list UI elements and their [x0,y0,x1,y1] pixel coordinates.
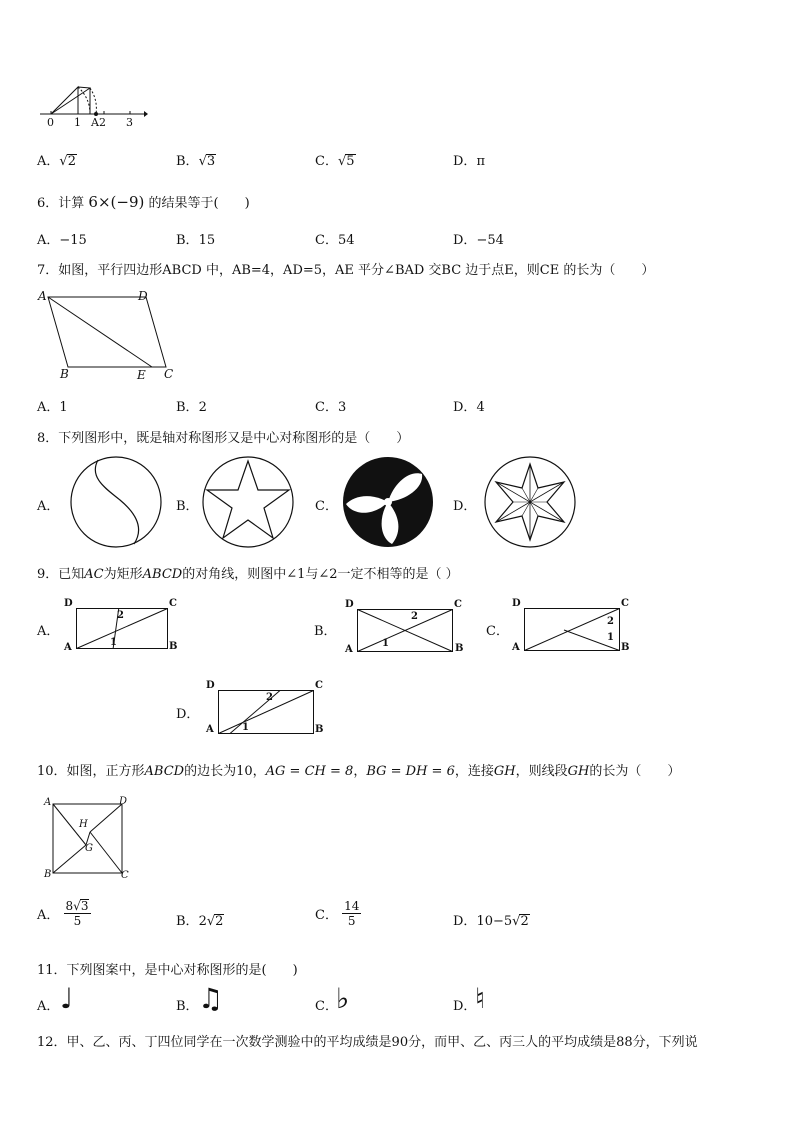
q9b-label-b: B [455,643,464,654]
q10-stem-c: ，连接 [454,764,494,779]
q9-option-c-figure[interactable] [524,608,620,651]
q10-option-b-letter: B． [176,914,199,929]
q10-option-c-fraction [342,899,361,928]
q7-option-a-letter: A． [37,400,60,415]
q7-option-c-value: 3 [337,400,347,415]
q9c-label-a: A [512,642,520,653]
q5-option-a-radical: √ [59,154,68,169]
q11-option-d-letter[interactable]: D． [453,999,477,1014]
q9-option-b-figure[interactable] [357,609,453,652]
q5-option-d[interactable] [453,150,485,169]
q10-comma: ， [353,764,367,779]
q9c-label-c: C [621,598,629,609]
q6-option-c-letter: C． [315,233,338,248]
q7-option-d-letter: D． [453,400,477,415]
q5-option-b[interactable] [176,150,216,169]
q9b-angle-2: 2 [411,611,418,622]
q7-point-d: D [138,289,148,303]
q10-option-a-den: 5 [73,914,82,928]
q6-option-d-letter: D． [453,233,477,248]
q7-option-b[interactable] [176,396,207,415]
q7-option-b-letter: B． [176,400,199,415]
q8-option-d-letter[interactable]: D． [453,499,477,514]
q10-option-b-coef: 2 [198,914,207,929]
q5-option-b-letter: B． [176,154,199,169]
q9-stem-b: 为矩形 [103,567,143,582]
q6-option-a[interactable] [37,229,87,248]
q10-option-d-letter: D． [453,914,477,929]
q9-stem-c: 的对角线，则图中∠1与∠2一定不相等的是（ ） [182,567,459,582]
q11-option-a-letter[interactable]: A． [37,999,60,1014]
q5-option-c-letter: C． [315,154,338,169]
beamed-eighth-notes-icon[interactable]: ♫ [198,982,224,1015]
q9a-label-c: C [169,598,177,609]
q9a-label-d: D [64,598,73,609]
q7-point-a: A [38,289,47,303]
q6-option-d[interactable] [453,229,504,248]
q11-option-c-letter[interactable]: C． [315,999,338,1014]
q6-option-b-value: 15 [198,233,216,248]
q10-stem-d: ，则线段 [515,764,568,779]
q9-stem-a: 9．已知 [37,567,85,582]
q6-expression: 6×(−9) [88,193,145,211]
q7-parallelogram-figure [38,290,178,385]
q5-option-c-radical: √ [337,154,347,169]
q5-option-a[interactable] [37,150,77,169]
q10-stem-a: 10．如图，正方形 [37,764,145,779]
q10-option-d-rad: 2 [520,914,529,929]
q5-tick-a2: A2 [91,116,106,129]
q9b-label-c: C [454,599,462,610]
q9-ac: AC [84,567,104,582]
q8-option-c-triskelion-figure[interactable] [340,456,436,548]
q10-point-d: D [119,796,128,807]
q10-option-c[interactable] [315,899,361,928]
q9-option-c-letter[interactable]: C． [486,624,509,639]
q10-option-b-rad: 2 [215,914,224,929]
q6-option-c[interactable] [315,229,355,248]
q10-point-a: A [44,797,52,808]
q9c-label-b: B [621,642,630,653]
q8-option-a-taiji-figure[interactable] [68,456,164,548]
q6-option-d-value: −54 [476,233,504,248]
q10-gh2: GH [567,764,590,779]
q7-option-c[interactable] [315,396,346,415]
q5-option-b-value: 3 [206,154,216,169]
q10-eq1: AG = CH = 8 [265,764,354,779]
q6-option-b-letter: B． [176,233,199,248]
q7-option-c-letter: C． [315,400,338,415]
q10-option-a-num: 8 [65,899,74,913]
q10-option-a-letter: A． [37,908,60,923]
q10-point-c: C [121,870,129,881]
q9b-angle-1: 1 [382,638,389,649]
q8-option-a-letter[interactable]: A． [37,499,60,514]
flat-sign-icon[interactable]: ♭ [336,982,350,1015]
q5-tick-0: 0 [47,116,54,129]
q9a-angle-2: 2 [117,610,124,621]
q5-option-d-value: π [476,154,485,169]
q8-stem: 8．下列图形中，既是轴对称图形又是中心对称图形的是（ ） [37,431,410,446]
q7-point-b: B [60,367,69,381]
q9d-label-b: B [315,724,324,735]
q10-eq2: BG = DH = 6 [366,764,455,779]
q7-point-c: C [164,367,174,381]
q7-stem: 7．如图，平行四边形ABCD 中，AB=4，AD=5，AE 平分∠BAD 交BC 边于点E，则CE 的长为（ ） [37,263,655,278]
q9b-label-a: A [345,644,353,655]
quarter-note-icon[interactable]: ♩ [60,982,74,1015]
q5-option-c-value: 5 [346,154,355,169]
q6-option-b[interactable] [176,229,215,248]
q7-option-d[interactable] [453,396,485,415]
q9a-label-a: A [64,642,72,653]
q10-point-g: G [85,843,93,854]
q8-option-d-hexagram-figure[interactable] [481,456,579,548]
natural-sign-icon[interactable]: ♮ [475,982,486,1015]
q9d-label-d: D [206,680,215,691]
q5-option-a-letter: A． [37,154,60,169]
q10-stem-b: 的边长为10， [184,764,266,779]
q10-option-c-num: 14 [344,899,360,913]
q7-option-a[interactable] [37,396,68,415]
q10-option-a[interactable] [37,899,91,928]
q11-stem: 11．下列图案中，是中心对称图形的是( ) [37,963,298,978]
q5-option-d-letter: D． [453,154,477,169]
q8-option-c-letter[interactable]: C． [315,499,338,514]
q9d-angle-1: 1 [242,722,249,733]
q12-stem: 12．甲、乙、丙、丁四位同学在一次数学测验中的平均成绩是90分，而甲、乙、丙三人的平均成绩是88分，下列说 [37,1035,698,1050]
q5-tick-3: 3 [126,116,133,129]
q6-stem-b: 的结果等于( ) [148,196,250,211]
q9-option-b-letter[interactable]: B． [314,624,337,639]
q9d-angle-2: 2 [266,692,273,703]
q10-option-d-pre: 10−5 [476,914,513,929]
q6-option-c-value: 54 [337,233,355,248]
q8-option-b-letter[interactable]: B． [176,499,199,514]
q11-option-b-letter[interactable]: B． [176,999,199,1014]
q10-option-a-rad: 3 [80,899,89,913]
q10-option-c-letter: C． [315,908,338,923]
q9-abcd: ABCD [142,567,183,582]
q6-stem [37,192,250,211]
q6-stem-a: 6．计算 [37,196,85,211]
q10-option-a-fraction: $\frac{8√3}{5}$ [64,899,92,928]
q10-gh: GH [493,764,516,779]
q10-option-d[interactable]: D．10−5√2 [453,914,529,929]
q5-option-b-radical: √ [198,154,207,169]
q10-stem [37,760,680,779]
q7-point-e: E [137,368,146,382]
q7-option-a-value: 1 [59,400,68,415]
q7-option-b-value: 2 [198,400,207,415]
q6-option-a-letter: A． [37,233,60,248]
q9d-label-a: A [206,724,214,735]
q10-option-c-den: 5 [347,914,356,928]
q7-option-d-value: 4 [476,400,485,415]
q5-tick-1: 1 [74,116,81,129]
q10-square-figure [52,803,124,875]
q9-stem [37,563,459,582]
q9b-label-d: D [345,599,354,610]
q9-option-d-letter[interactable]: D． [176,707,200,722]
q9a-label-b: B [169,641,178,652]
q9c-angle-1: 1 [607,632,614,643]
q9c-angle-2: 2 [607,616,614,627]
q8-option-b-star-figure[interactable] [201,456,295,548]
q9-option-a-letter[interactable]: A． [37,624,60,639]
q9a-angle-1: 1 [110,637,117,648]
q10-abcd: ABCD [144,764,185,779]
q5-option-c[interactable] [315,150,356,169]
q10-point-h: H [79,819,88,830]
q10-point-b: B [44,869,52,880]
q9c-label-d: D [512,598,521,609]
q10-option-b[interactable]: B．2√2 [176,914,224,929]
q9d-label-c: C [315,680,323,691]
q10-stem-e: 的长为（ ） [589,764,681,779]
q6-option-a-value: −15 [59,233,87,248]
q5-option-a-value: 2 [67,154,76,169]
